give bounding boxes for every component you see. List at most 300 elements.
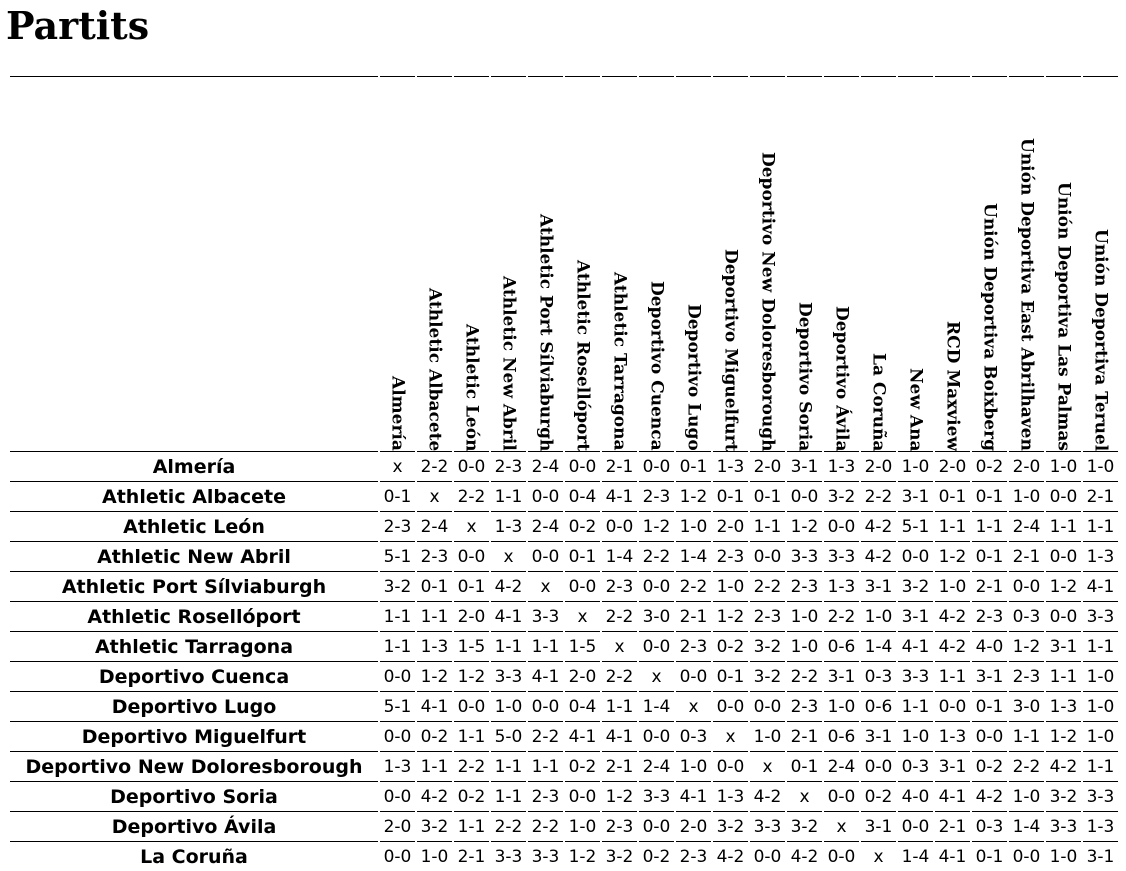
score-cell: 4-2: [491, 571, 526, 601]
score-cell: 1-1: [1009, 721, 1044, 751]
score-cell: 1-3: [935, 721, 970, 751]
score-cell: 2-1: [1083, 481, 1118, 511]
column-header: [750, 76, 785, 451]
corner-cell: [10, 76, 378, 451]
column-header: [1083, 76, 1118, 451]
score-cell: 2-4: [824, 751, 859, 781]
score-cell: 4-2: [750, 781, 785, 811]
score-cell: 2-3: [417, 541, 452, 571]
score-cell: 1-0: [417, 841, 452, 871]
score-cell: 0-0: [824, 781, 859, 811]
score-cell: 2-3: [491, 451, 526, 481]
score-cell: 2-0: [676, 811, 711, 841]
score-cell: 1-0: [1046, 451, 1081, 481]
score-cell: 4-1: [935, 841, 970, 871]
score-cell: 1-0: [824, 691, 859, 721]
score-cell: 2-3: [787, 691, 822, 721]
table-row: [10, 631, 1118, 661]
score-cell: 1-4: [639, 691, 674, 721]
score-cell: 1-1: [1046, 661, 1081, 691]
row-header: Deportivo Ávila: [10, 811, 378, 841]
score-cell: 2-4: [528, 451, 563, 481]
score-cell: 0-0: [750, 841, 785, 871]
column-header: [565, 76, 600, 451]
score-cell: 0-1: [713, 661, 748, 691]
score-cell: 0-0: [676, 661, 711, 691]
score-cell: 1-1: [454, 721, 489, 751]
score-cell: 2-0: [380, 811, 415, 841]
score-cell: 3-1: [898, 601, 933, 631]
column-header: [454, 76, 489, 451]
column-header: [1046, 76, 1081, 451]
score-cell: 3-1: [861, 721, 896, 751]
score-cell: 1-0: [898, 451, 933, 481]
score-cell: 1-1: [491, 481, 526, 511]
score-cell: 1-0: [491, 691, 526, 721]
score-cell: 2-3: [713, 541, 748, 571]
score-cell: 2-3: [676, 631, 711, 661]
score-cell: 1-0: [787, 601, 822, 631]
score-cell: 3-3: [639, 781, 674, 811]
score-cell: 2-2: [639, 541, 674, 571]
score-cell: 1-2: [454, 661, 489, 691]
column-header: [639, 76, 674, 451]
score-cell: 0-0: [972, 721, 1007, 751]
score-cell: 4-1: [565, 721, 600, 751]
score-cell: 0-0: [639, 451, 674, 481]
score-cell: 1-0: [676, 751, 711, 781]
score-cell: 2-4: [417, 511, 452, 541]
table-row: [10, 511, 1118, 541]
score-cell: 2-3: [639, 481, 674, 511]
row-header: Athletic León: [10, 511, 378, 541]
score-cell: 0-0: [713, 751, 748, 781]
score-cell: 2-1: [972, 571, 1007, 601]
score-cell: 3-1: [935, 751, 970, 781]
score-cell: 3-3: [824, 541, 859, 571]
score-cell: 1-0: [676, 511, 711, 541]
column-header: [935, 76, 970, 451]
score-cell: 2-0: [565, 661, 600, 691]
score-cell: 1-2: [1046, 721, 1081, 751]
column-header: [787, 76, 822, 451]
score-cell: 2-1: [454, 841, 489, 871]
score-cell: 3-2: [787, 811, 822, 841]
row-header: Athletic Port Sílviaburgh: [10, 571, 378, 601]
column-header-label: Athletic Tarragona: [609, 272, 630, 451]
score-cell: 0-1: [787, 751, 822, 781]
score-cell: 0-0: [380, 661, 415, 691]
score-cell: 0-0: [454, 451, 489, 481]
score-cell: 3-1: [824, 661, 859, 691]
score-cell: 1-1: [1046, 511, 1081, 541]
score-cell: 2-2: [528, 811, 563, 841]
score-cell: 1-1: [935, 661, 970, 691]
score-cell: 2-3: [750, 601, 785, 631]
score-cell: 3-2: [380, 571, 415, 601]
row-header: Athletic New Abril: [10, 541, 378, 571]
score-cell: 1-0: [787, 631, 822, 661]
score-cell: 3-1: [861, 811, 896, 841]
row-header: Athletic Rosellóport: [10, 601, 378, 631]
score-cell: 4-1: [602, 481, 637, 511]
score-cell: 1-3: [713, 781, 748, 811]
score-cell: 1-2: [676, 481, 711, 511]
score-cell: 0-3: [861, 661, 896, 691]
column-header: [528, 76, 563, 451]
score-cell: 0-0: [639, 811, 674, 841]
score-cell: x: [861, 841, 896, 871]
score-cell: 1-2: [417, 661, 452, 691]
score-cell: 1-1: [491, 751, 526, 781]
score-cell: 0-0: [565, 451, 600, 481]
score-cell: 1-0: [713, 571, 748, 601]
score-cell: 1-0: [1009, 481, 1044, 511]
row-header: Athletic Albacete: [10, 481, 378, 511]
score-cell: 1-2: [713, 601, 748, 631]
score-cell: 0-0: [935, 691, 970, 721]
score-cell: 0-1: [565, 541, 600, 571]
score-cell: 3-3: [1046, 811, 1081, 841]
score-cell: x: [713, 721, 748, 751]
column-header-label: Deportivo Ávila: [831, 305, 852, 451]
column-header-label: RCD Maxview: [942, 320, 963, 451]
score-cell: 1-0: [898, 721, 933, 751]
score-cell: 5-1: [380, 691, 415, 721]
score-cell: x: [528, 571, 563, 601]
score-cell: 3-3: [898, 661, 933, 691]
score-cell: 0-0: [454, 691, 489, 721]
score-cell: 2-2: [528, 721, 563, 751]
score-cell: 0-6: [824, 631, 859, 661]
score-cell: 4-2: [417, 781, 452, 811]
score-cell: 1-3: [1083, 541, 1118, 571]
score-cell: 1-0: [935, 571, 970, 601]
score-cell: 0-0: [565, 781, 600, 811]
score-cell: 4-2: [861, 511, 896, 541]
row-header: Athletic Tarragona: [10, 631, 378, 661]
score-cell: 0-0: [380, 841, 415, 871]
score-cell: 0-0: [898, 811, 933, 841]
score-cell: 3-1: [898, 481, 933, 511]
score-cell: 2-2: [824, 601, 859, 631]
column-header: [824, 76, 859, 451]
score-cell: 2-3: [787, 571, 822, 601]
score-cell: 0-2: [565, 511, 600, 541]
score-cell: 2-4: [528, 511, 563, 541]
score-cell: 0-0: [639, 721, 674, 751]
score-cell: 0-6: [824, 721, 859, 751]
column-header: [898, 76, 933, 451]
score-cell: 0-0: [787, 481, 822, 511]
score-cell: 2-1: [676, 601, 711, 631]
score-cell: 1-0: [565, 811, 600, 841]
column-header-label: Deportivo Cuenca: [646, 281, 667, 451]
score-cell: 2-2: [787, 661, 822, 691]
score-cell: 2-1: [935, 811, 970, 841]
score-cell: 1-3: [491, 511, 526, 541]
score-cell: 4-1: [417, 691, 452, 721]
score-cell: 0-0: [713, 691, 748, 721]
score-cell: 0-0: [824, 841, 859, 871]
score-cell: 0-2: [972, 451, 1007, 481]
score-cell: 1-4: [861, 631, 896, 661]
score-cell: 2-0: [454, 601, 489, 631]
column-header-label: Deportivo Miguelfurt: [720, 248, 741, 451]
score-cell: 2-0: [750, 451, 785, 481]
score-cell: x: [639, 661, 674, 691]
score-cell: x: [750, 751, 785, 781]
score-cell: 0-1: [972, 841, 1007, 871]
score-cell: 3-0: [639, 601, 674, 631]
score-cell: 3-1: [787, 451, 822, 481]
table-row: [10, 481, 1118, 511]
score-cell: 4-2: [787, 841, 822, 871]
score-cell: 0-3: [676, 721, 711, 751]
score-cell: 4-1: [935, 781, 970, 811]
score-cell: 2-2: [491, 811, 526, 841]
score-cell: 2-1: [787, 721, 822, 751]
score-cell: 0-0: [1046, 541, 1081, 571]
score-cell: x: [491, 541, 526, 571]
score-cell: 0-0: [565, 571, 600, 601]
score-cell: 1-1: [491, 781, 526, 811]
score-cell: 0-2: [972, 751, 1007, 781]
row-header: Deportivo Cuenca: [10, 661, 378, 691]
score-cell: 0-0: [454, 541, 489, 571]
score-cell: 3-2: [602, 841, 637, 871]
score-cell: 0-0: [750, 691, 785, 721]
score-cell: 0-0: [898, 541, 933, 571]
score-cell: 3-1: [861, 571, 896, 601]
score-cell: 1-1: [454, 811, 489, 841]
score-cell: 3-3: [528, 841, 563, 871]
score-cell: 2-4: [1009, 511, 1044, 541]
score-cell: 1-4: [898, 841, 933, 871]
score-cell: 0-2: [713, 631, 748, 661]
column-header: [1009, 76, 1044, 451]
score-cell: 2-2: [1009, 751, 1044, 781]
score-cell: 0-0: [639, 571, 674, 601]
score-cell: 1-2: [639, 511, 674, 541]
column-header-label: Deportivo New Doloresborough: [757, 151, 778, 451]
score-cell: 2-3: [528, 781, 563, 811]
score-cell: 1-2: [935, 541, 970, 571]
table-row: [10, 751, 1118, 781]
column-header: [417, 76, 452, 451]
score-cell: 0-0: [750, 541, 785, 571]
score-cell: 1-1: [1083, 751, 1118, 781]
score-cell: 2-3: [602, 811, 637, 841]
score-cell: 1-0: [1083, 721, 1118, 751]
score-cell: 3-1: [1046, 631, 1081, 661]
score-cell: 1-2: [1046, 571, 1081, 601]
score-cell: 4-0: [898, 781, 933, 811]
score-cell: 3-3: [787, 541, 822, 571]
score-cell: 1-1: [380, 601, 415, 631]
score-cell: 4-1: [528, 661, 563, 691]
score-cell: 0-0: [602, 511, 637, 541]
score-cell: 0-0: [528, 691, 563, 721]
score-cell: 4-2: [935, 601, 970, 631]
score-cell: 1-1: [528, 631, 563, 661]
score-cell: 1-0: [861, 601, 896, 631]
score-cell: x: [565, 601, 600, 631]
score-cell: 1-3: [1046, 691, 1081, 721]
score-cell: 0-2: [639, 841, 674, 871]
score-cell: 0-1: [972, 481, 1007, 511]
score-cell: 3-2: [824, 481, 859, 511]
score-cell: 0-3: [972, 811, 1007, 841]
score-cell: 1-3: [824, 571, 859, 601]
score-cell: 2-0: [1009, 451, 1044, 481]
score-cell: 1-1: [898, 691, 933, 721]
score-cell: 0-1: [750, 481, 785, 511]
column-header-label: New Ana: [905, 367, 926, 451]
row-header: Deportivo New Doloresborough: [10, 751, 378, 781]
page-title: Partits: [6, 3, 150, 48]
score-cell: 2-1: [1009, 541, 1044, 571]
score-cell: 2-2: [454, 481, 489, 511]
score-cell: 2-3: [676, 841, 711, 871]
score-cell: 0-0: [1009, 841, 1044, 871]
column-header: [713, 76, 748, 451]
score-cell: 4-1: [1083, 571, 1118, 601]
score-cell: 4-1: [491, 601, 526, 631]
score-cell: 2-0: [935, 451, 970, 481]
score-cell: 0-2: [565, 751, 600, 781]
row-header: La Coruña: [10, 841, 378, 871]
score-cell: 0-1: [972, 541, 1007, 571]
score-cell: 1-4: [676, 541, 711, 571]
score-cell: 3-3: [491, 841, 526, 871]
score-cell: 4-2: [972, 781, 1007, 811]
score-cell: 1-4: [1009, 811, 1044, 841]
score-cell: 5-0: [491, 721, 526, 751]
score-cell: 1-2: [602, 781, 637, 811]
score-cell: 1-1: [491, 631, 526, 661]
score-cell: 4-1: [898, 631, 933, 661]
score-cell: 1-4: [602, 541, 637, 571]
score-cell: 1-0: [1083, 451, 1118, 481]
column-header-label: Athletic New Abril: [498, 276, 519, 451]
score-cell: 0-3: [1009, 601, 1044, 631]
column-header: [861, 76, 896, 451]
score-cell: 3-2: [898, 571, 933, 601]
score-cell: 0-2: [454, 781, 489, 811]
score-cell: 0-2: [861, 781, 896, 811]
score-cell: 4-1: [602, 721, 637, 751]
score-cell: 3-2: [750, 631, 785, 661]
score-cell: x: [824, 811, 859, 841]
score-cell: 1-1: [528, 751, 563, 781]
score-cell: 0-2: [417, 721, 452, 751]
column-header-label: Deportivo Lugo: [683, 304, 704, 451]
score-cell: 1-0: [1083, 691, 1118, 721]
score-cell: 3-3: [1083, 781, 1118, 811]
column-header-label: Athletic Rosellóport: [572, 259, 593, 451]
score-cell: 0-1: [713, 481, 748, 511]
score-cell: 2-2: [602, 601, 637, 631]
score-cell: 0-4: [565, 481, 600, 511]
score-cell: 2-0: [713, 511, 748, 541]
table-row: [10, 841, 1118, 871]
score-cell: 2-1: [602, 751, 637, 781]
score-cell: 1-5: [454, 631, 489, 661]
score-cell: 1-1: [417, 751, 452, 781]
score-cell: 3-1: [972, 661, 1007, 691]
column-header-label: Athletic León: [461, 323, 482, 451]
score-cell: 2-0: [861, 451, 896, 481]
score-cell: 0-1: [676, 451, 711, 481]
column-header-label: Unión Deportiva Boixberg: [979, 203, 1000, 451]
column-header-row: [10, 76, 1118, 451]
score-cell: 0-0: [1009, 571, 1044, 601]
score-cell: 2-2: [417, 451, 452, 481]
column-header: [380, 76, 415, 451]
score-cell: 2-3: [1009, 661, 1044, 691]
score-cell: 1-1: [602, 691, 637, 721]
score-cell: 0-0: [824, 511, 859, 541]
score-cell: 2-2: [602, 661, 637, 691]
row-header: Deportivo Lugo: [10, 691, 378, 721]
column-header-label: Unión Deportiva Las Palmas: [1053, 182, 1074, 451]
score-cell: 3-2: [1046, 781, 1081, 811]
table-row: [10, 541, 1118, 571]
table-row: [10, 811, 1118, 841]
score-cell: 1-2: [787, 511, 822, 541]
score-cell: 0-0: [639, 631, 674, 661]
table-row: [10, 451, 1118, 481]
score-cell: x: [676, 691, 711, 721]
score-cell: 1-3: [713, 451, 748, 481]
row-header: Almería: [10, 451, 378, 481]
column-header-label: Athletic Port Sílviaburgh: [535, 213, 556, 451]
score-cell: 2-2: [454, 751, 489, 781]
score-cell: 5-1: [898, 511, 933, 541]
score-cell: 0-0: [380, 721, 415, 751]
score-cell: x: [602, 631, 637, 661]
score-cell: 4-2: [861, 541, 896, 571]
column-header: [602, 76, 637, 451]
score-cell: 1-0: [750, 721, 785, 751]
score-cell: 4-2: [713, 841, 748, 871]
column-header: [972, 76, 1007, 451]
score-cell: 0-0: [861, 751, 896, 781]
row-header: Deportivo Miguelfurt: [10, 721, 378, 751]
matrix-body: [10, 451, 1118, 871]
score-cell: x: [417, 481, 452, 511]
score-cell: 3-3: [750, 811, 785, 841]
score-cell: 1-5: [565, 631, 600, 661]
column-header-label: La Coruña: [868, 352, 889, 451]
score-cell: 0-1: [935, 481, 970, 511]
score-cell: 4-1: [676, 781, 711, 811]
score-cell: 4-2: [935, 631, 970, 661]
score-cell: 1-3: [1083, 811, 1118, 841]
score-cell: 0-6: [861, 691, 896, 721]
score-cell: 3-2: [750, 661, 785, 691]
score-cell: 1-3: [417, 631, 452, 661]
score-cell: 3-2: [713, 811, 748, 841]
table-row: [10, 691, 1118, 721]
score-cell: 2-2: [676, 571, 711, 601]
score-cell: 2-3: [602, 571, 637, 601]
column-header-label: Athletic Albacete: [424, 287, 445, 451]
column-header-label: Unión Deportiva Teruel: [1090, 228, 1111, 451]
score-cell: 1-0: [1083, 661, 1118, 691]
column-header: [491, 76, 526, 451]
